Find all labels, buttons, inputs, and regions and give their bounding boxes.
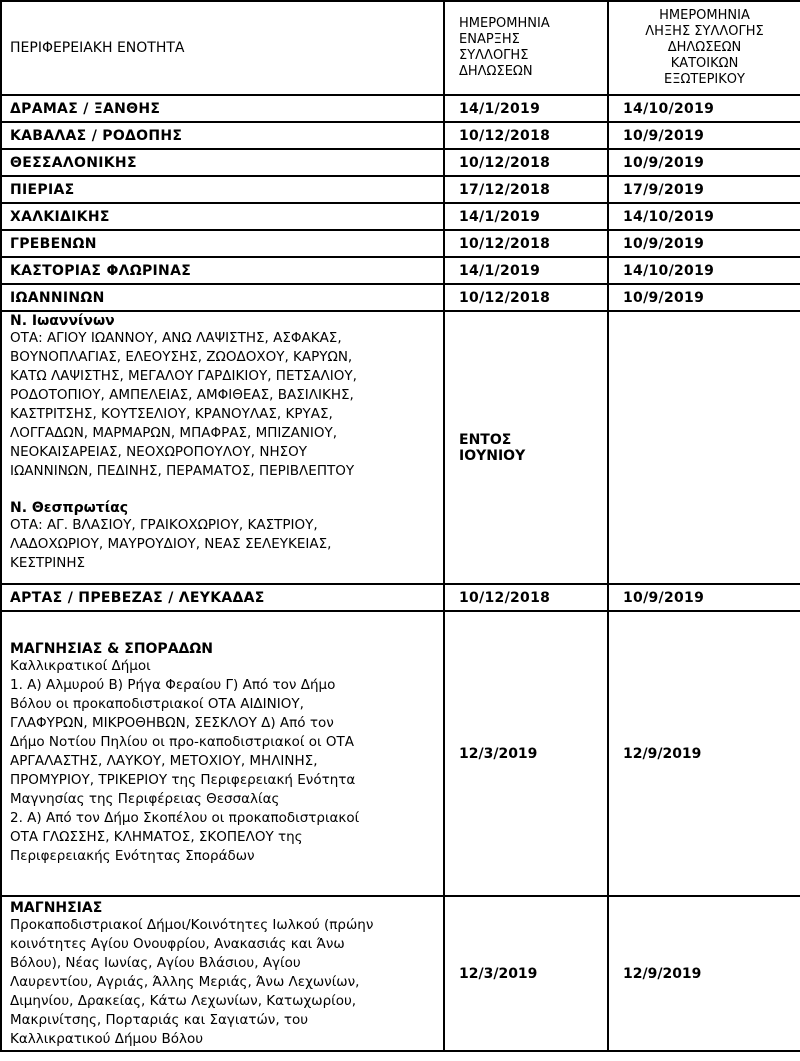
end-date-cell: 10/9/2019	[608, 230, 800, 257]
start-date-cell	[444, 311, 608, 584]
start-date-cell: 14/1/2019	[444, 95, 608, 122]
header-regional-unit-label: ΠΕΡΙΦΕΡΕΙΑΚΗ ΕΝΟΤΗΤΑ	[10, 40, 185, 56]
region-title: ΜΑΓΝΗΣΙΑΣ & ΣΠΟΡΑΔΩΝ	[10, 641, 213, 657]
table-row	[1, 257, 800, 284]
ota-list: ΟΤΑ: ΑΓ. ΒΛΑΣΙΟΥ, ΓΡΑΙΚΟΧΩΡΙΟΥ, ΚΑΣΤΡΙΟΥ, ΛΑΔΟΧΩΡΙΟΥ, ΜΑΥΡΟΥΔΙΟΥ, ΝΕΑΣ ΣΕΛΕΥΚΕΙΑΣ, ΚΕΣΤΡΙΝΗΣ	[10, 517, 332, 571]
table-row	[1, 203, 800, 230]
regional-unit-cell: ΚΑΒΑΛΑΣ / ΡΟΔΟΠΗΣ	[1, 122, 444, 149]
table-row	[1, 95, 800, 122]
end-date-cell: 14/10/2019	[608, 95, 800, 122]
table-row	[1, 584, 800, 611]
table-row	[1, 149, 800, 176]
regional-unit-cell: ΔΡΑΜΑΣ / ΞΑΝΘΗΣ	[1, 95, 444, 122]
header-end-date	[608, 1, 800, 95]
end-date-cell	[608, 311, 800, 584]
header-start-date	[444, 1, 608, 95]
regional-unit-cell: ΘΕΣΣΑΛΟΝΙΚΗΣ	[1, 149, 444, 176]
ota-list: ΟΤΑ: ΑΓΙΟΥ ΙΩΑΝΝΟΥ, ΑΝΩ ΛΑΨΙΣΤΗΣ, ΑΣΦΑΚΑΣ, ΒΟΥΝΟΠΛΑΓΙΑΣ, ΕΛΕΟΥΣΗΣ, ΖΩΟΔΟΧΟΥ, ΚΑΡΥΩΝ, ΚΑΤΩ ΛΑΨΙΣΤΗΣ, ΜΕΓΑΛΟΥ ΓΑΡΔΙΚΙΟΥ, ΠΕΤΣΑΛΙΟΥ, ΡΟΔΟΤΟΠΙΟΥ, ΑΜΠΕΛΕΙΑΣ, ΑΜΦΙΘΕΑΣ, ΒΑΣΙΛΙΚΗΣ, ΚΑΣΤΡΙΤΣΗΣ, ΚΟΥΤΣΕΛΙΟΥ, ΚΡΑΝΟΥΛΑΣ, ΚΡΥΑΣ, ΛΟΓΓΑΔΩΝ, ΜΑΡΜΑΡΩΝ, ΜΠΑΦΡΑΣ, ΜΠΙΖΑΝΙΟΥ, ΝΕΟΚΑΙΣΑΡΕΙΑΣ, ΝΕΟΧΩΡΟΠΟΥΛΟΥ, ΝΗΣΟΥ ΙΩΑΝΝΙΝΩΝ, ΠΕΔΙΝΗΣ, ΠΕΡΑΜΑΤΟΣ, ΠΕΡΙΒΛΕΠΤΟΥ	[10, 330, 357, 479]
regional-unit-cell: ΧΑΛΚΙΔΙΚΗΣ	[1, 203, 444, 230]
start-date-cell: 10/12/2018	[444, 230, 608, 257]
start-date-cell: 14/1/2019	[444, 203, 608, 230]
regional-unit-cell	[1, 611, 444, 896]
header-end-line: ΕΞΩΤΕΡΙΚΟΥ	[664, 72, 745, 87]
end-date-cell: 10/9/2019	[608, 584, 800, 611]
table-header-row	[1, 1, 800, 95]
table-row-magnesia	[1, 896, 800, 1051]
header-start-line: ΕΝΑΡΞΗΣ	[459, 32, 520, 47]
regional-unit-cell	[1, 311, 444, 584]
table-row-magnesia-sporades	[1, 611, 800, 896]
regional-unit-cell: ΠΙΕΡΙΑΣ	[1, 176, 444, 203]
end-date-cell: 10/9/2019	[608, 284, 800, 311]
table-row	[1, 230, 800, 257]
regional-unit-cell: ΑΡΤΑΣ / ΠΡΕΒΕΖΑΣ / ΛΕΥΚΑΔΑΣ	[1, 584, 444, 611]
end-date-cell: 10/9/2019	[608, 122, 800, 149]
regional-unit-cell: ΓΡΕΒΕΝΩΝ	[1, 230, 444, 257]
start-date-cell: 10/12/2018	[444, 284, 608, 311]
header-end-line: ΚΑΤΟΙΚΩΝ	[670, 56, 739, 71]
start-date-cell: 17/12/2018	[444, 176, 608, 203]
header-start-line: ΗΜΕΡΟΜΗΝΙΑ	[459, 16, 550, 31]
start-date-line: ΕΝΤΟΣ	[459, 431, 512, 448]
municipality-list: Καλλικρατικοί Δήμοι 1. Α) Αλμυρού Β) Ρήγα Φεραίου Γ) Από τον Δήμο Βόλου οι προκαποδιστριακοί ΟΤΑ ΑΙΔΙΝΙΟΥ, ΓΛΑΦΥΡΩΝ, ΜΙΚΡΟΘΗΒΩΝ, ΣΕΣΚΛΟΥ Δ) Από τον Δήμο Νοτίου Πηλίου οι προ-καποδιστριακοί οι ΟΤΑ ΑΡΓΑΛΑΣΤΗΣ, ΛΑΥΚΟΥ, ΜΕΤΟΧΙΟΥ, ΜΗΛΙΝΗΣ, ΠΡΟΜΥΡΙΟΥ, ΤΡΙΚΕΡΙΟΥ της Περιφερειακή Ενότητα Μαγνησίας της Περιφέρειας Θεσσαλίας 2. Α) Από τον Δήμο Σκοπέλου οι προκαποδιστριακοί ΟΤΑ ΓΛΩΣΣΗΣ, ΚΛΗΜΑΤΟΣ, ΣΚΟΠΕΛΟΥ της Περιφερειακής Ενότητας Σποράδων	[10, 658, 360, 864]
municipality-list: Προκαποδιστριακοί Δήμοι/Κοινότητες Ιωλκού (πρώην κοινότητες Αγίου Ονουφρίου, Ανακασιάς και Άνω Βόλου), Νέας Ιωνίας, Αγίου Βλάσιου, Αγίου Λαυρεντίου, Αγριάς, Άλλης Μεριάς, Άνω Λεχωνίων, Διμηνίου, Δρακείας, Κάτω Λεχωνίων, Κατωχωρίου, Μακρινίτσης, Πορταριάς και Σαγιατών, του Καλλικρατικού Δήμου Βόλου	[10, 917, 374, 1047]
regional-unit-cell: ΙΩΑΝΝΙΝΩΝ	[1, 284, 444, 311]
end-date-cell: 12/9/2019	[608, 896, 800, 1051]
start-date-cell: 14/1/2019	[444, 257, 608, 284]
start-date-cell: 10/12/2018	[444, 122, 608, 149]
end-date-cell: 10/9/2019	[608, 149, 800, 176]
header-end-line: ΗΜΕΡΟΜΗΝΙΑ	[659, 8, 750, 23]
header-regional-unit	[1, 1, 444, 95]
prefecture-title: Ν. Θεσπρωτίας	[10, 500, 129, 516]
start-date-line: ΙΟΥΝΙΟΥ	[459, 447, 526, 464]
end-date-cell: 14/10/2019	[608, 257, 800, 284]
table-row	[1, 284, 800, 311]
table-row	[1, 176, 800, 203]
region-title: ΜΑΓΝΗΣΙΑΣ	[10, 900, 103, 916]
end-date-cell: 12/9/2019	[608, 611, 800, 896]
header-start-line: ΣΥΛΛΟΓΗΣ	[459, 48, 529, 63]
prefecture-title: Ν. Ιωαννίνων	[10, 313, 115, 329]
header-end-line: ΔΗΛΩΣΕΩΝ	[667, 40, 742, 55]
table-row-ioannina-ota	[1, 311, 800, 584]
start-date-cell: 10/12/2018	[444, 149, 608, 176]
end-date-cell: 14/10/2019	[608, 203, 800, 230]
end-date-cell: 17/9/2019	[608, 176, 800, 203]
header-start-line: ΔΗΛΩΣΕΩΝ	[459, 64, 533, 79]
table-row	[1, 122, 800, 149]
regional-unit-cell: ΚΑΣΤΟΡΙΑΣ ΦΛΩΡΙΝΑΣ	[1, 257, 444, 284]
header-end-line: ΛΗΞΗΣ ΣΥΛΛΟΓΗΣ	[645, 24, 764, 39]
start-date-cell: 12/3/2019	[444, 611, 608, 896]
start-date-cell: 12/3/2019	[444, 896, 608, 1051]
start-date-cell: 10/12/2018	[444, 584, 608, 611]
regional-unit-cell	[1, 896, 444, 1051]
